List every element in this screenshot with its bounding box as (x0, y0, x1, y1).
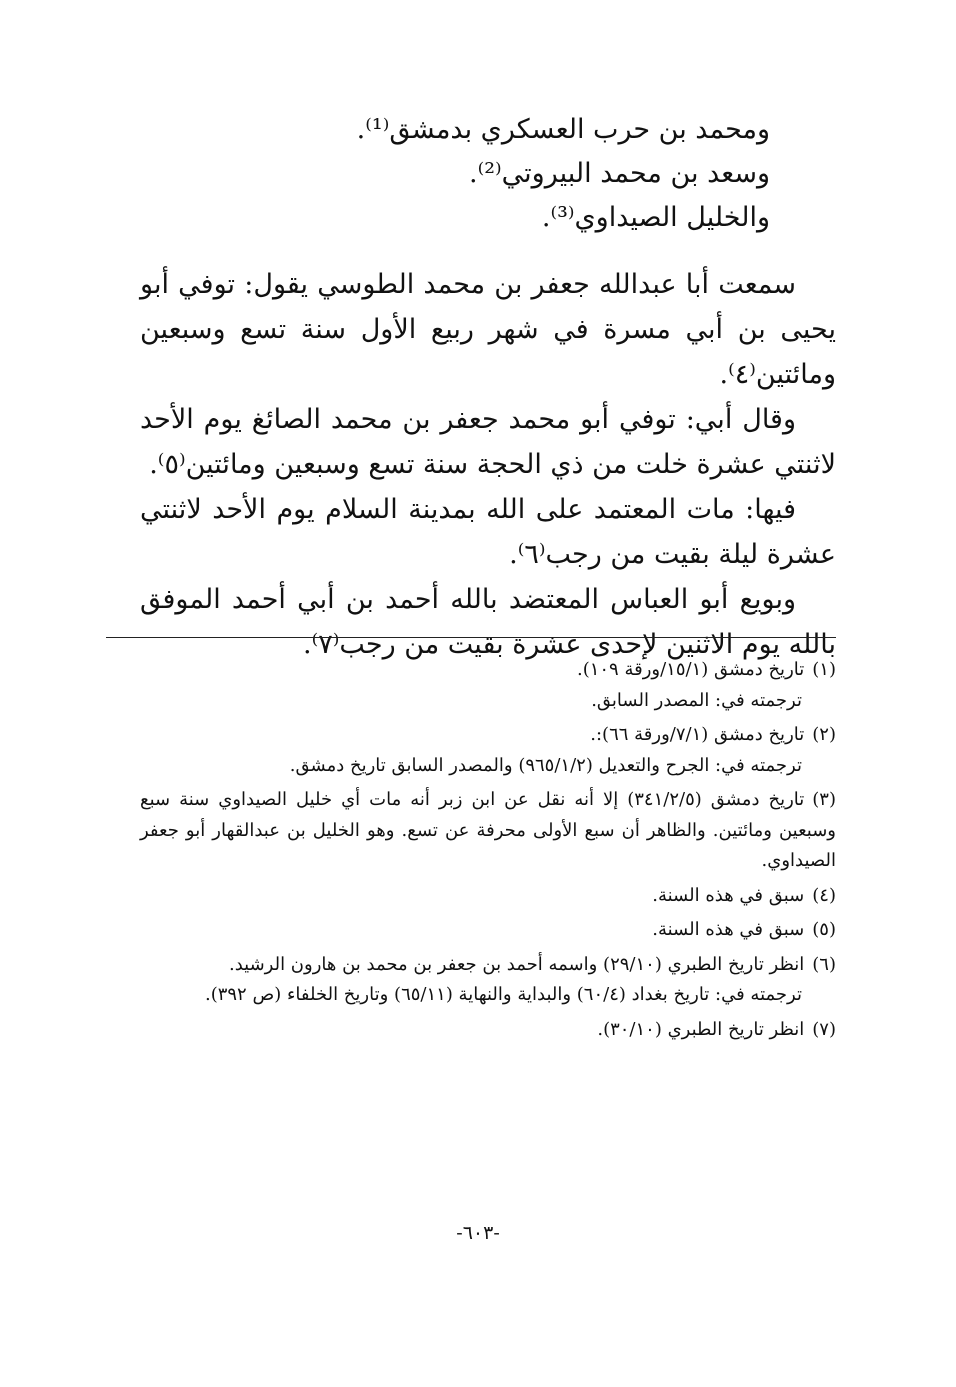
footnote-text: انظر تاريخ الطبري (٢٩/١٠) واسمه أحمد بن جعفر بن محمد بن هارون الرشيد. (228, 953, 805, 975)
footnote-continuation: ترجمته في: تاريخ بغداد (٦٠/٤) والبداية والنهاية (٦٥/١١) وتاريخ الخلفاء (ص ٣٩٢). (204, 984, 802, 1005)
name-line: ومحمد بن حرب العسكري بدمشق⁽¹⁾. (356, 114, 770, 145)
footnote-number: (٦) (812, 953, 836, 975)
footnote-continuation: ترجمته في: المصدر السابق. (591, 689, 802, 711)
footnote (140, 720, 836, 781)
name-line: وسعد بن محمد البيروتي⁽²⁾. (468, 158, 770, 189)
footnote-text: انظر تاريخ الطبري (٣٠/١٠). (597, 1018, 805, 1040)
footnote (140, 1015, 836, 1046)
footnote-text: سبق في هذه السنة. (652, 884, 805, 906)
main-text (140, 262, 836, 667)
footnote-number: (٥) (812, 919, 836, 940)
footnote-divider (106, 637, 836, 638)
paragraph: وقال أبي: توفي أبو محمد جعفر بن محمد الصائغ يوم الأحد لاثنتي عشرة خلت من ذي الحجة سنة تسع وسبعين ومائتين⁽٥⁾. (140, 404, 836, 480)
footnotes (140, 655, 836, 1049)
footnote (140, 915, 836, 946)
footnote-text: تاريخ دمشق (١٥/١/ورقة ١٠٩). (576, 659, 805, 680)
paragraph: وبويع أبو العباس المعتضد بالله أحمد بن أبي أحمد الموفق بالله يوم الاثنين لإحدى عشرة بقيت من رجب⁽٧⁾. (140, 584, 836, 660)
paragraph: فيها: مات المعتمد على الله بمدينة السلام يوم الأحد لاثنتي عشرة ليلة بقيت من رجب⁽٦⁾. (140, 494, 836, 570)
footnote (140, 655, 836, 716)
footnote-text: تاريخ دمشق (٧/١/ورقة ٦٦):. (590, 724, 805, 745)
names-list (250, 108, 770, 240)
footnote-number: (٣) (812, 789, 836, 810)
footnote-text: تاريخ دمشق (٣٤١/٢/٥) إلا أنه نقل عن ابن زبر أنه مات أي خليل الصيداوي سنة سبع وسبعين ومائتين. والظاهر أن سبع الأولى محرفة عن تسع. وهو الخليل بن عبدالقهار أبو جعفر الصيداوي. (140, 789, 836, 871)
page-number: -٦٠٣- (456, 1222, 500, 1244)
footnote-number: (٤) (812, 884, 836, 906)
footnote-continuation: ترجمته في: الجرح والتعديل (٩٦٥/١/٢) والمصدر السابق تاريخ دمشق. (289, 754, 802, 776)
footnote (140, 785, 836, 877)
footnote-number: (٧) (812, 1018, 836, 1040)
footnote-number: (٢) (812, 724, 836, 745)
footnote (140, 881, 836, 912)
paragraph: سمعت أبا عبدالله جعفر بن محمد الطوسي يقول: توفي أبو يحيى بن أبي مسرة في شهر ربيع الأول سنة تسع وسبعين ومائتين⁽٤⁾. (140, 269, 836, 390)
footnote-number: (١) (812, 659, 836, 680)
footnote-text: سبق في هذه السنة. (652, 919, 805, 940)
name-line: والخليل الصيداوي⁽³⁾. (541, 202, 770, 233)
footnote (140, 950, 836, 1011)
